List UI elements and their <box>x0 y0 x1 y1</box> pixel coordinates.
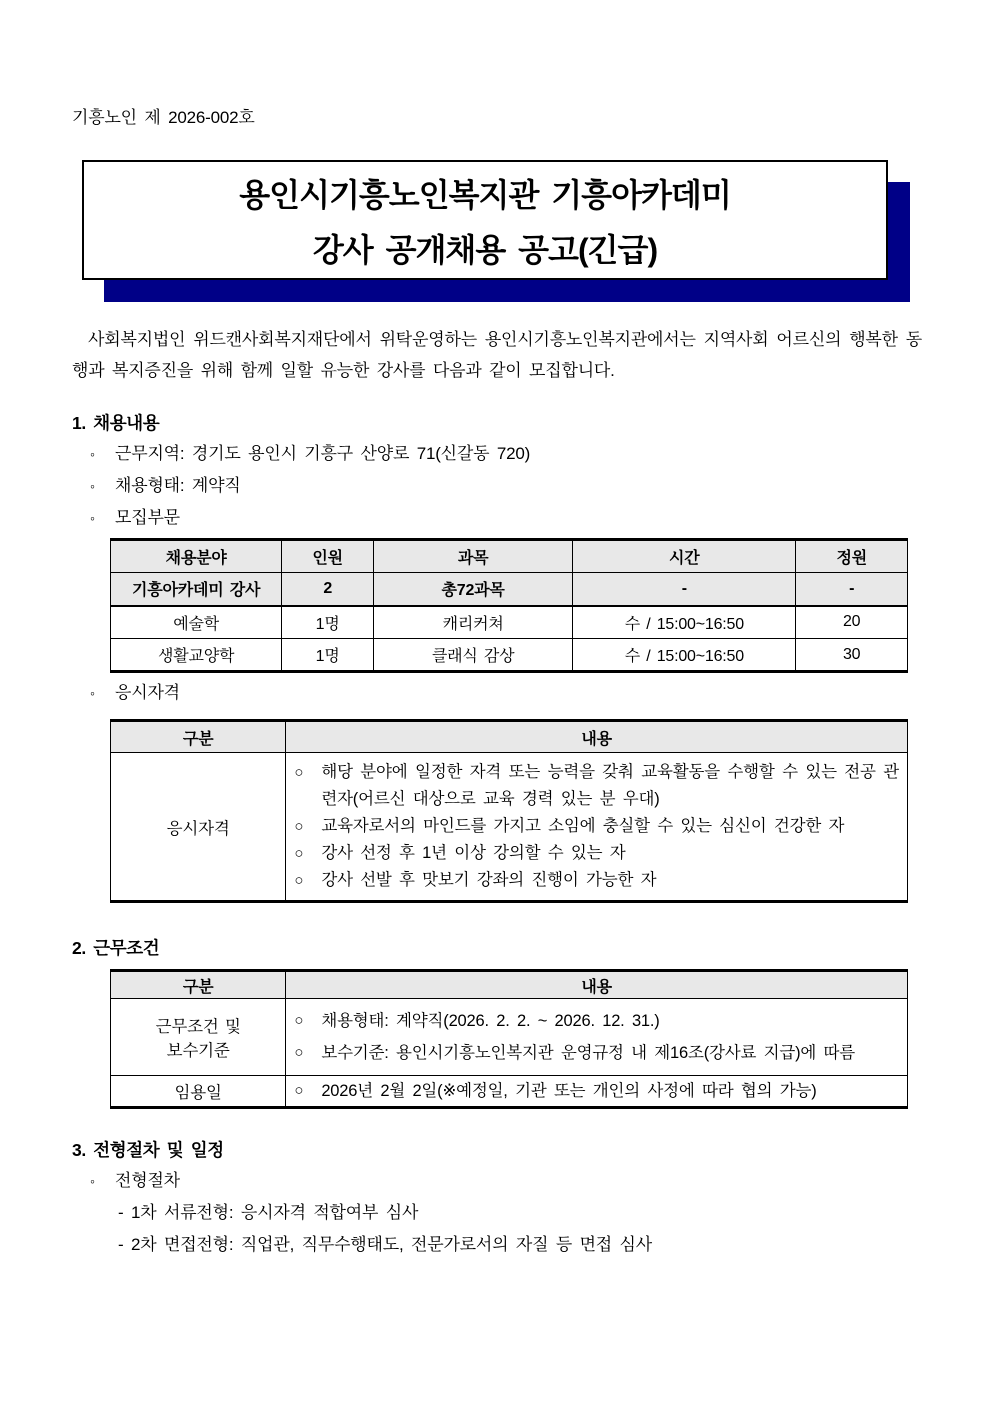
work-condition-item-text: 보수기준: 용인시기흥노인복지관 운영규정 내 제16조(강사료 지급)에 따름 <box>321 1044 855 1062</box>
appointment-date-cell <box>286 1076 908 1108</box>
table-cell: 예술학 <box>111 606 282 639</box>
section-3-heading: 3. 전형절차 및 일정 <box>72 1140 224 1160</box>
table-cell: 총72과목 <box>373 573 572 606</box>
list-item-text: 모집부문 <box>115 508 180 527</box>
table-cell: 1명 <box>282 606 374 639</box>
column-header: 정원 <box>796 540 908 573</box>
table-row <box>111 999 908 1076</box>
table-row <box>111 753 908 902</box>
appointment-date-item <box>294 1078 899 1104</box>
work-condition-item-text: 채용형태: 계약직(2026. 2. 2. ~ 2026. 12. 31.) <box>321 1012 660 1030</box>
circle-marker-icon: ○ <box>294 1012 304 1029</box>
qualification-bullet <box>72 677 922 709</box>
qualification-table-header-row <box>111 721 908 753</box>
table-row <box>111 639 908 672</box>
list-item-recruit-field <box>72 502 922 534</box>
work-conditions-content-cell <box>286 999 908 1076</box>
row-label: 임용일 <box>111 1076 286 1108</box>
circle-marker-icon: ○ <box>294 872 304 889</box>
doc-number: 기흥노인 제 2026-002호 <box>72 108 255 127</box>
qualification-item <box>294 867 899 894</box>
qualification-item <box>294 813 899 840</box>
circle-marker-icon: ○ <box>294 818 304 835</box>
table-cell: 기흥아카데미 강사 <box>111 573 282 606</box>
qualification-table <box>110 719 908 903</box>
qualification-item-text: 해당 분야에 일정한 자격 또는 능력을 갖춰 교육활동을 수행할 수 있는 전공 관련자(어르신 대상으로 교육 경력 있는 분 우대) <box>321 763 899 808</box>
section-1-heading: 1. 채용내용 <box>72 413 160 433</box>
qualification-item-text: 교육자로서의 마인드를 가지고 소임에 충실할 수 있는 심신이 건강한 자 <box>321 817 845 835</box>
title-line-2: 강사 공개채용 공고(긴급) <box>312 231 658 268</box>
list-item-text: 채용형태: 계약직 <box>115 476 241 495</box>
list-item-selection-process <box>72 1165 922 1197</box>
work-conditions-table <box>110 969 908 1109</box>
bullet-circle-icon: ◦ <box>90 1173 95 1189</box>
table-cell: 생활교양학 <box>111 639 282 672</box>
column-header: 과목 <box>373 540 572 573</box>
table-cell: 1명 <box>282 639 374 672</box>
circle-marker-icon: ○ <box>294 845 304 862</box>
column-header: 내용 <box>286 971 908 999</box>
bullet-circle-icon: ◦ <box>90 685 95 701</box>
table-cell: - <box>796 573 908 606</box>
recruit-table <box>110 538 908 673</box>
column-header: 구분 <box>111 971 286 999</box>
list-item-work-location <box>72 438 922 470</box>
bullet-circle-icon: ◦ <box>90 510 95 526</box>
section-1-bullet-list <box>72 438 922 534</box>
sub-item-second-round: - 2차 면접전형: 직업관, 직무수행태도, 전문가로서의 자질 등 면접 심사 <box>118 1235 652 1254</box>
qualification-item-list <box>294 759 899 894</box>
bullet-circle-icon: ◦ <box>90 478 95 494</box>
column-header: 채용분야 <box>111 540 282 573</box>
intro-paragraph: 사회복지법인 위드캔사회복지재단에서 위탁운영하는 용인시기흥노인복지관에서는 지역사회 어르신의 행복한 동행과 복지증진을 위해 함께 일할 유능한 강사를 다음과 같이 모집합니다. <box>72 330 922 380</box>
table-row <box>111 1076 908 1108</box>
column-header: 인원 <box>282 540 374 573</box>
row-label-line: 근무조건 및 <box>155 1018 241 1036</box>
work-conditions-item-list <box>294 1005 899 1069</box>
sub-item-first-round: - 1차 서류전형: 응시자격 적합여부 심사 <box>118 1203 419 1222</box>
section-2-heading: 2. 근무조건 <box>72 938 160 958</box>
work-table-header-row <box>111 971 908 999</box>
appointment-date-list <box>294 1078 899 1104</box>
table-cell: 2 <box>282 573 374 606</box>
title-box <box>82 160 888 280</box>
selection-process-sub-list <box>72 1197 922 1261</box>
row-label-line: 보수기준 <box>166 1042 230 1060</box>
list-item-text: 전형절차 <box>115 1171 180 1190</box>
qualification-item-text: 강사 선정 후 1년 이상 강의할 수 있는 자 <box>321 844 626 862</box>
appointment-date-text: 2026년 2월 2일(※예정일, 기관 또는 개인의 사정에 따라 협의 가능) <box>321 1082 817 1100</box>
column-header: 내용 <box>286 721 908 753</box>
table-row <box>111 606 908 639</box>
qualification-item <box>294 840 899 867</box>
list-item-text: 근무지역: 경기도 용인시 기흥구 산양로 71(신갈동 720) <box>115 444 531 463</box>
list-item-employment-type <box>72 470 922 502</box>
table-cell: 수 / 15:00~16:50 <box>573 606 796 639</box>
circle-marker-icon: ○ <box>294 1044 304 1061</box>
work-condition-item <box>294 1037 899 1069</box>
list-item-qualification <box>72 677 922 709</box>
table-cell: 수 / 15:00~16:50 <box>573 639 796 672</box>
qualification-item-text: 강사 선발 후 맛보기 강좌의 진행이 가능한 자 <box>321 871 657 889</box>
title-line-1: 용인시기흥노인복지관 기흥아카데미 <box>239 176 731 213</box>
table-cell: 캐리커쳐 <box>373 606 572 639</box>
row-label: 응시자격 <box>111 753 286 902</box>
table-cell: - <box>573 573 796 606</box>
work-condition-item <box>294 1005 899 1037</box>
recruit-table-header-row <box>111 540 908 573</box>
recruit-table-summary-row <box>111 573 908 606</box>
qualification-content-cell <box>286 753 908 902</box>
bullet-circle-icon: ◦ <box>90 446 95 462</box>
column-header: 구분 <box>111 721 286 753</box>
table-cell: 30 <box>796 639 908 672</box>
column-header: 시간 <box>573 540 796 573</box>
list-item-text: 응시자격 <box>115 683 180 702</box>
table-cell: 20 <box>796 606 908 639</box>
circle-marker-icon: ○ <box>294 1082 304 1099</box>
table-cell: 클래식 감상 <box>373 639 572 672</box>
section-3-bullet-list <box>72 1165 922 1197</box>
qualification-item <box>294 759 899 813</box>
row-label <box>111 999 286 1076</box>
circle-marker-icon: ○ <box>294 764 304 781</box>
